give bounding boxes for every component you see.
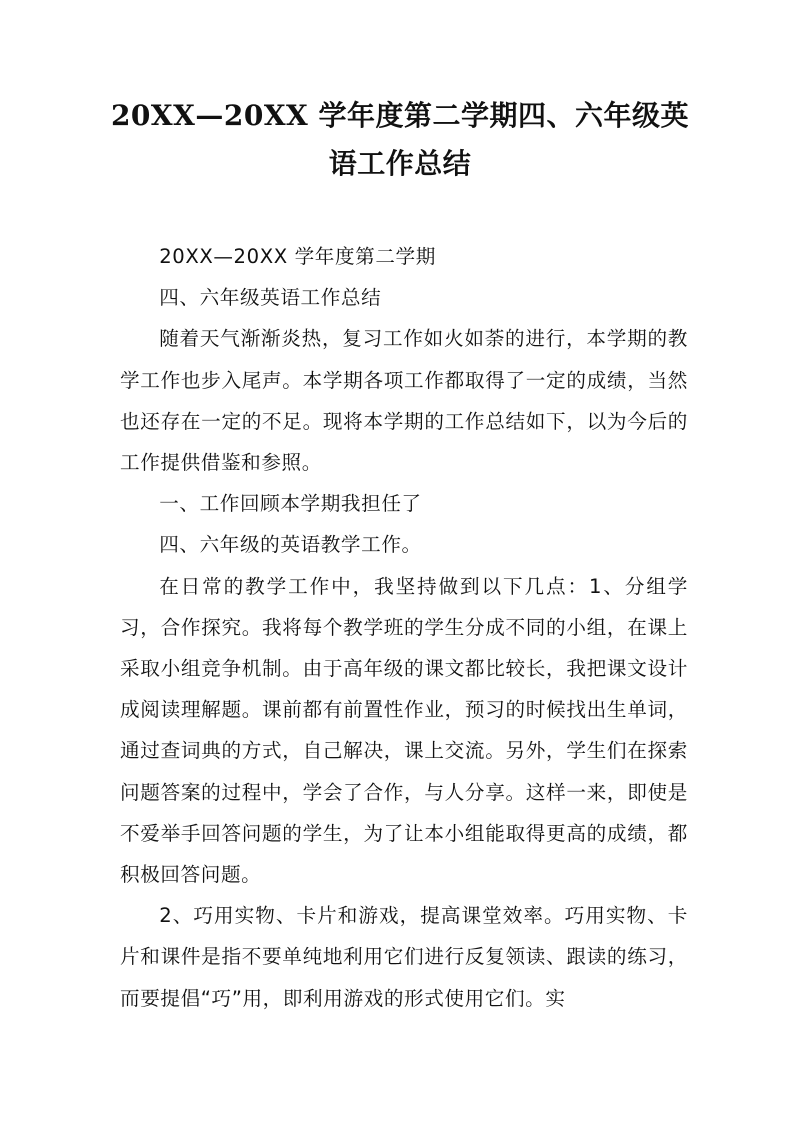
document-body — [120, 236, 688, 1019]
paragraph-section-heading: 一、工作回顾本学期我担任了 — [159, 492, 422, 516]
paragraph-point-1: 在日常的教学工作中，我坚持做到以下几点：1、分组学习，合作探究。我将每个教学班的学生分成不同的小组，在课上采取小组竞争机制。由于高年级的课文都比较长，我把课文设计成阅读理解题。课前都有前置性作业，预习的时候找出生单词，通过查词典的方式，自己解决，课上交流。另外，学生们在探索问题答案的过程中，学会了合作，与人分享。这样一来，即使是不爱举手回答问题的学生，为了让本小组能取得更高的成绩，都积极回答问题。 — [120, 574, 688, 887]
paragraph-subtitle: 四、六年级英语工作总结 — [159, 286, 382, 310]
paragraph-term: 20XX—20XX 学年度第二学期 — [159, 245, 436, 268]
paragraph-point-2: 2、巧用实物、卡片和游戏，提高课堂效率。巧用实物、卡片和课件是指不要单纯地利用它们进行反复领读、跟读的练习，而要提倡“巧”用，即利用游戏的形式使用它们。实 — [120, 904, 688, 1010]
paragraph-intro: 随着天气渐渐炎热，复习工作如火如荼的进行，本学期的教学工作也步入尾声。本学期各项工作都取得了一定的成绩，当然也还存在一定的不足。现将本学期的工作总结如下，以为今后的工作提供借鉴和参照。 — [120, 327, 688, 475]
paragraph-section-continuation: 四、六年级的英语教学工作。 — [159, 533, 422, 557]
document-title: 20XX—20XX 学年度第二学期四、六年级英语工作总结 — [110, 99, 690, 180]
